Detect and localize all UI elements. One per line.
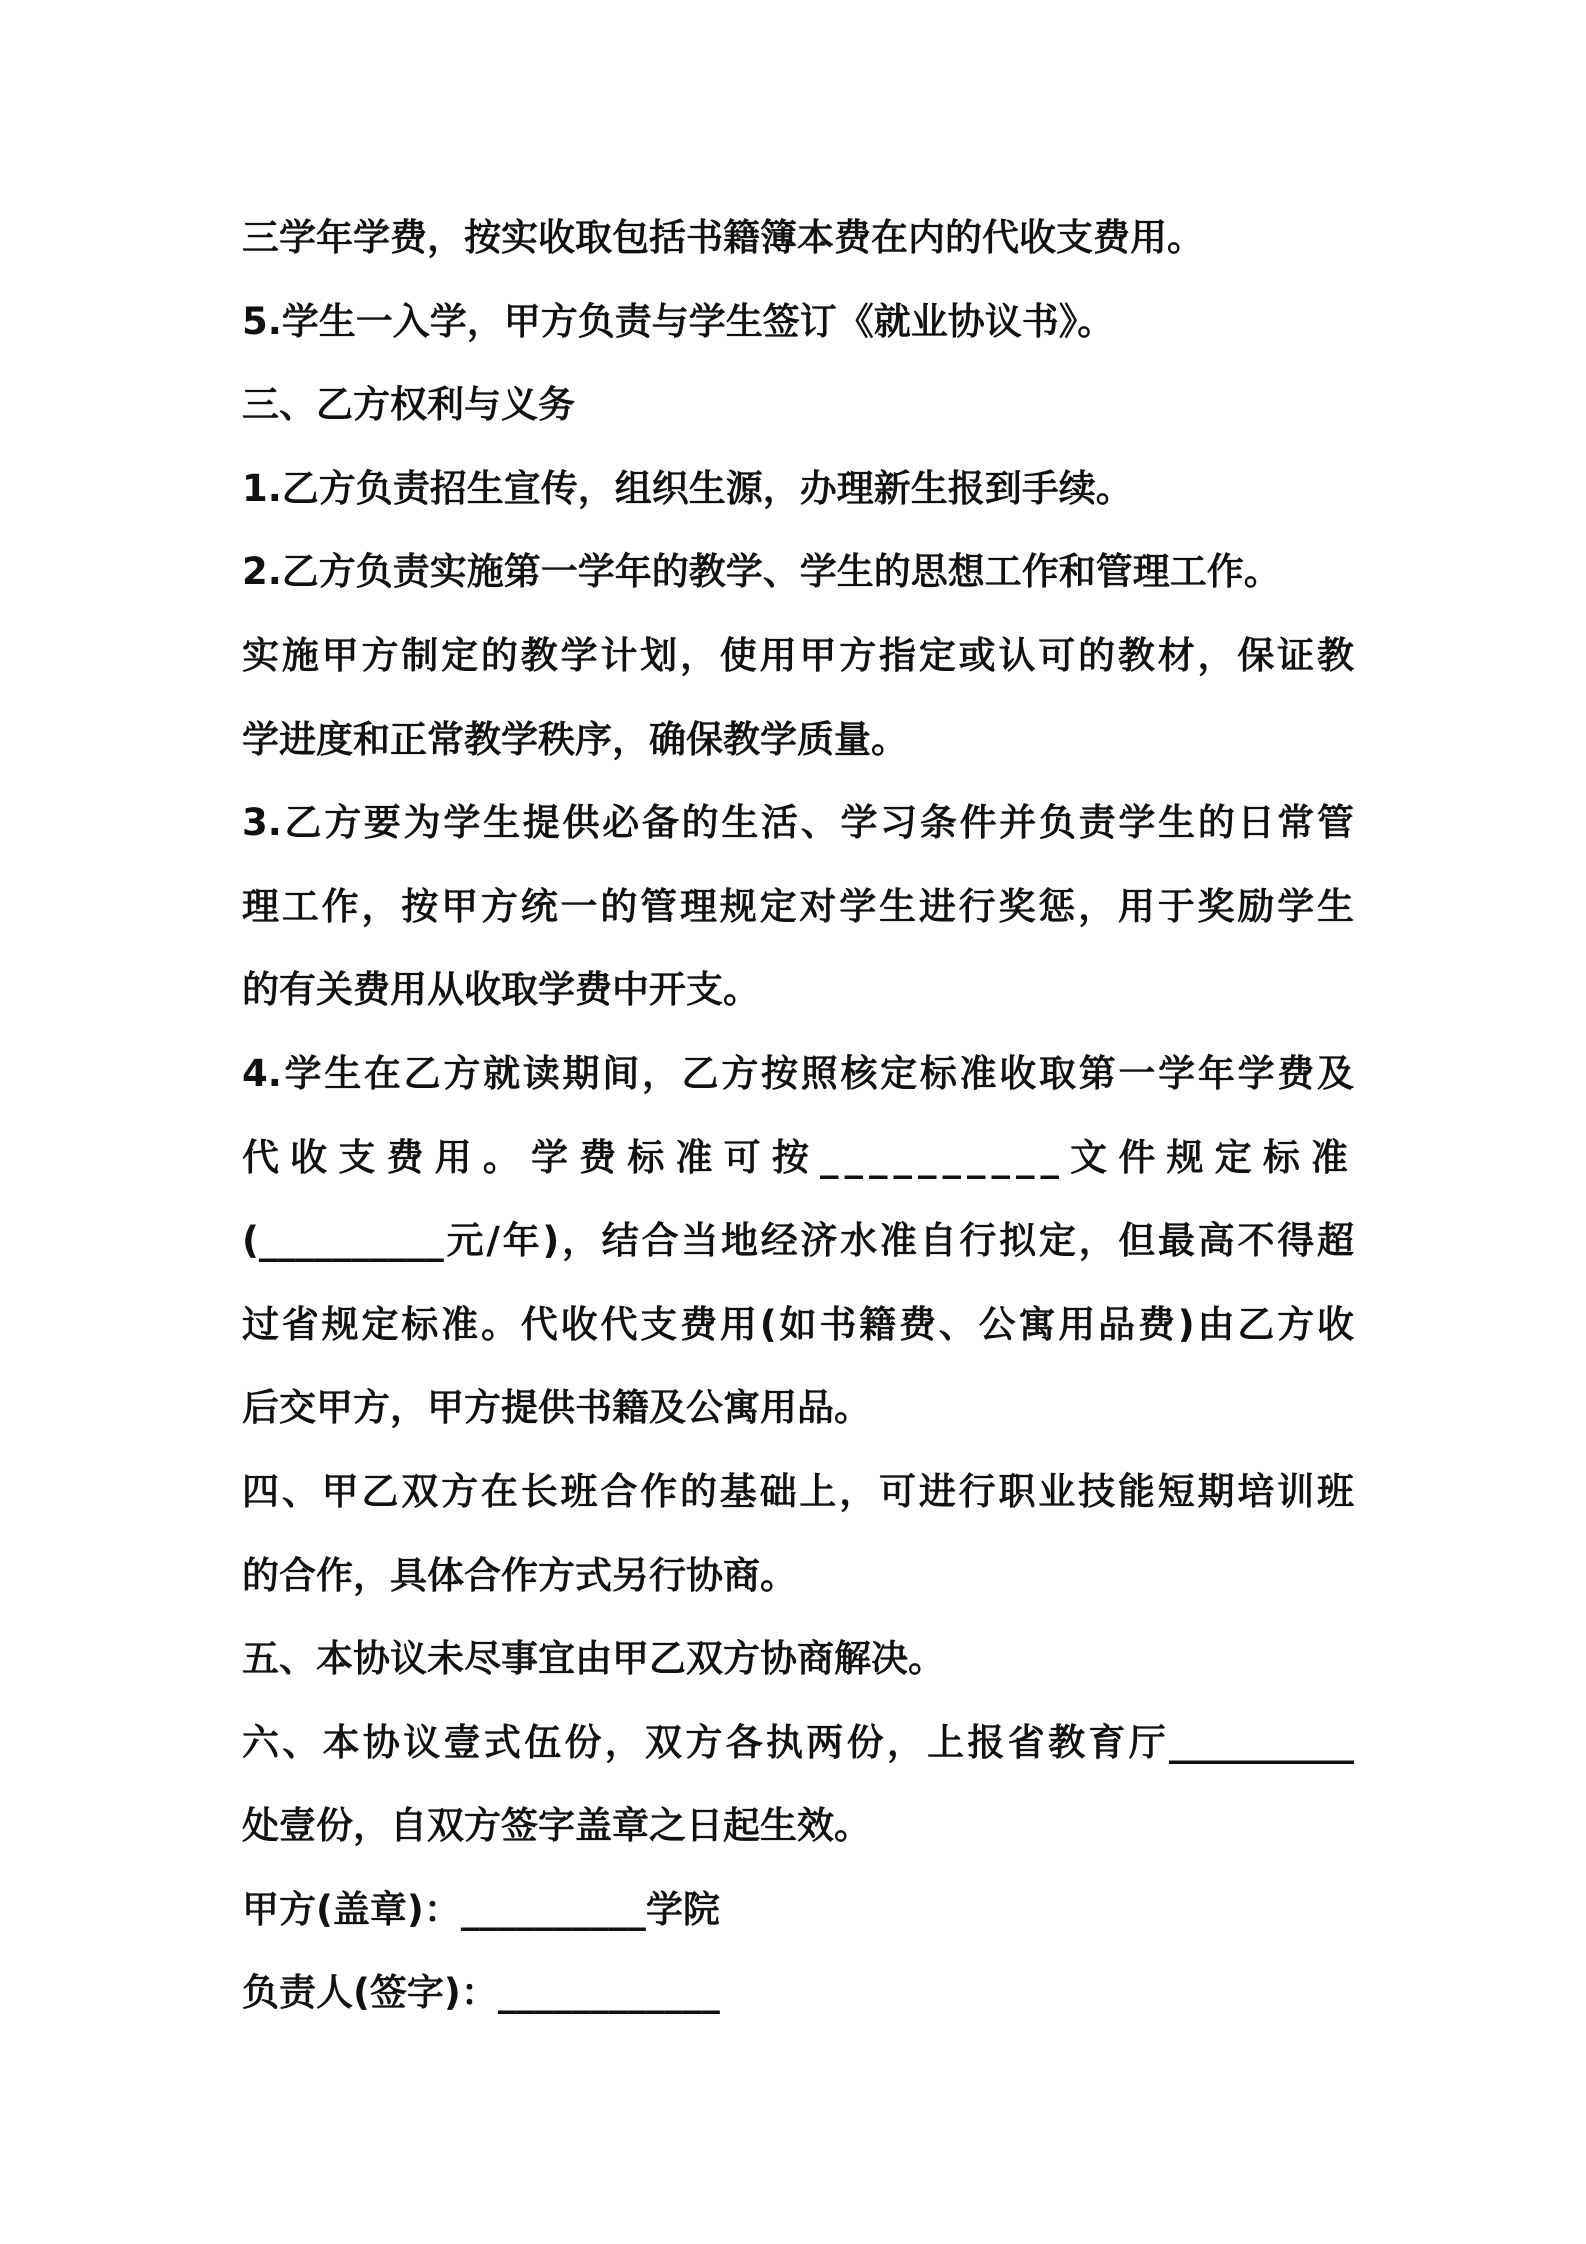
text-line: 代收支费用。学费标准可按__________文件规定标准 — [242, 1135, 1354, 1179]
section-heading: 六、本协议壹式伍份，双方各执两份，上报省教育厅__________ — [242, 1720, 1354, 1764]
text-line: 5.学生一入学，甲方负责与学生签订《就业协议书》。 — [242, 299, 1115, 343]
section-heading: 三、乙方权利与义务 — [242, 383, 575, 427]
text-line: 实施甲方制定的教学计划，使用甲方指定或认可的教材，保证教 — [242, 633, 1354, 677]
text-line: 后交甲方，甲方提供书籍及公寓用品。 — [242, 1386, 871, 1430]
text-line: 2.乙方负责实施第一学年的教学、学生的思想工作和管理工作。 — [242, 550, 1281, 594]
signature-line-responsible-person: 负责人(签字)：____________ — [242, 1971, 720, 2015]
text-line: 1.乙方负责招生宣传，组织生源，办理新生报到手续。 — [242, 466, 1133, 510]
text-line: 4.学生在乙方就读期间，乙方按照核定标准收取第一学年学费及 — [242, 1051, 1354, 1095]
text-line: 处壹份，自双方签字盖章之日起生效。 — [242, 1804, 871, 1848]
signature-line-party-a: 甲方(盖章)：__________学院 — [242, 1887, 720, 1931]
section-heading: 四、甲乙双方在长班合作的基础上，可进行职业技能短期培训班 — [242, 1469, 1354, 1513]
text-line: (__________元/年)，结合当地经济水准自行拟定，但最高不得超 — [242, 1219, 1354, 1263]
text-line: 过省规定标准。代收代支费用(如书籍费、公寓用品费)由乙方收 — [242, 1302, 1354, 1346]
text-line: 学进度和正常教学秩序，确保教学质量。 — [242, 717, 908, 761]
text-line: 理工作，按甲方统一的管理规定对学生进行奖惩，用于奖励学生 — [242, 884, 1354, 928]
text-line: 的有关费用从收取学费中开支。 — [242, 968, 760, 1012]
document-body — [242, 196, 1354, 2035]
section-heading: 五、本协议未尽事宜由甲乙双方协商解决。 — [242, 1637, 945, 1681]
text-line: 三学年学费，按实收取包括书籍簿本费在内的代收支费用。 — [242, 216, 1204, 259]
text-line: 的合作，具体合作方式另行协商。 — [242, 1553, 797, 1597]
text-line: 3.乙方要为学生提供必备的生活、学习条件并负责学生的日常管 — [242, 801, 1354, 845]
